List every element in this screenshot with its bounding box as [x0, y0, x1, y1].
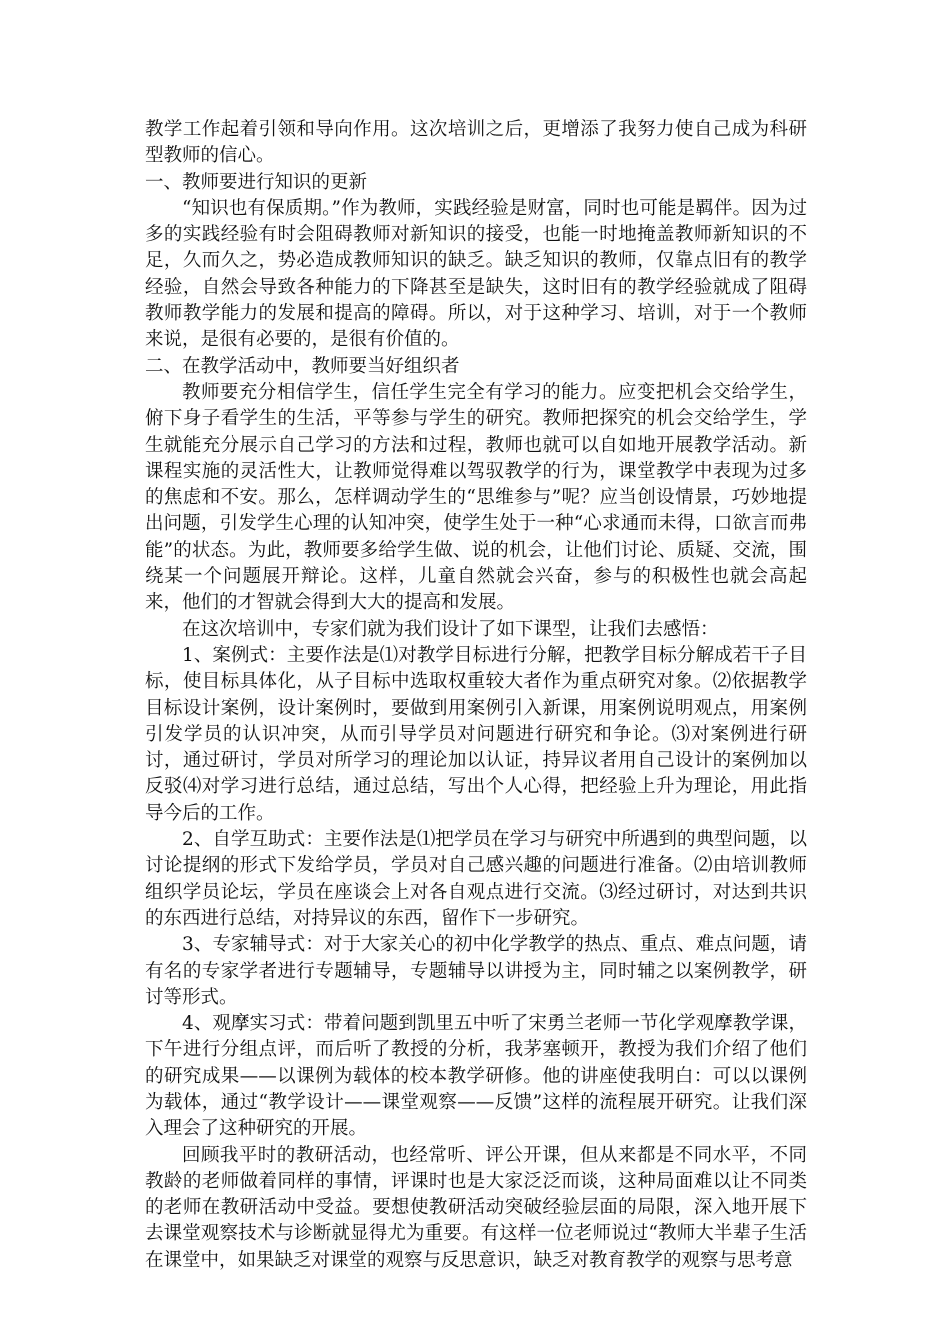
section-heading-knowledge-update: 一、教师要进行知识的更新	[145, 171, 368, 193]
paragraph-course-types-intro: 在这次培训中，专家们就为我们设计了如下课型，让我们去感悟：	[182, 618, 719, 640]
list-item-case-method: 1、案例式：主要作法是⑴对教学目标进行分解，把教学目标分解成若干子目标，使目标具体化，从子目标中选取权重较大者作为重点研究对象。⑵依据教学目标设计案例，设计案例时，要做到用案例引入新课，用案例说明观点，用案例引发学员的认识冲突，从而引导学员对问题进行研究和争论。⑶对案例进行研讨，通过研讨，学员对所学习的理论加以认证，持异议者用自己设计的案例加以反驳⑷对学习进行总结，通过总结，写出个人心得，把经验上升为理论，用此指导今后的工作。	[145, 644, 807, 824]
paragraph-trust-students: 教师要充分相信学生，信任学生完全有学习的能力。应变把机会交给学生，俯下身子看学生的生活，平等参与学生的研究。教师把探究的机会交给学生，学生就能充分展示自己学习的方法和过程，教师也就可以自如地开展教学活动。新课程实施的灵活性大，让教师觉得难以驾驭教学的行为，课堂教学中表现为过多的焦虑和不安。那么，怎样调动学生的“思维参与”呢？应当创设情景，巧妙地提出问题，引发学生心理的认知冲突，使学生处于一种“心求通而未得，口欲言而弗能”的状态。为此，教师要多给学生做、说的机会，让他们讨论、质疑、交流，围绕某一个问题展开辩论。这样，儿童自然就会兴奋，参与的积极性也就会高起来，他们的才智就会得到大大的提高和发展。	[145, 381, 807, 614]
paragraph-knowledge-shelf-life: “知识也有保质期。”作为教师，实践经验是财富，同时也可能是羁伴。因为过多的实践经验有时会阻碍教师对新知识的接受，也能一时地掩盖教师新知识的不足，久而久之，势必造成教师知识的缺乏。缺乏知识的教师，仅靠点旧有的教学经验，自然会导致各种能力的下降甚至是缺失，这时旧有的教学经验就成了阻碍教师教学能力的发展和提高的障碍。所以，对于这种学习、培训，对于一个教师来说，是很有必要的，是很有价值的。	[145, 197, 807, 351]
intro-paragraph: 教学工作起着引领和导向作用。这次培训之后，更增添了我努力使自己成为科研型教师的信心。	[145, 119, 807, 167]
section-heading-organizer: 二、在教学活动中，教师要当好组织者	[145, 355, 460, 377]
list-item-observation-practice: 4、观摩实习式：带着问题到凯里五中听了宋勇兰老师一节化学观摩教学课，下午进行分组点评，而后听了教授的分析，我茅塞顿开，教授为我们介绍了他们的研究成果——以课例为载体的校本教学研修。他的讲座使我明白：可以以课例为载体，通过“教学设计——课堂观察——反馈”这样的流程展开研究。让我们深入理会了这种研究的开展。	[145, 1013, 807, 1140]
paragraph-reflection: 回顾我平时的教研活动，也经常听、评公开课，但从来都是不同水平，不同教龄的老师做着同样的事情，评课时也是大家泛泛而谈，这种局面难以让不同类的老师在教研活动中受益。要想使教研活动突破经验层面的局限，深入地开展下去课堂观察技术与诊断就显得尤为重要。有这样一位老师说过“教师大半辈子生活在课堂中，如果缺乏对课堂的观察与反思意识，缺乏对教育教学的观察与思考意	[145, 1144, 807, 1271]
document-page	[145, 117, 807, 1274]
list-item-self-study: 2、自学互助式：主要作法是⑴把学员在学习与研究中所遇到的典型问题，以讨论提纲的形式下发给学员，学员对自己感兴趣的问题进行准备。⑵由培训教师组织学员论坛，学员在座谈会上对各自观点进行交流。⑶经过研讨，对达到共识的东西进行总结，对持异议的东西，留作下一步研究。	[145, 829, 807, 929]
list-item-expert-guidance: 3、专家辅导式：对于大家关心的初中化学教学的热点、重点、难点问题，请有名的专家学者进行专题辅导，专题辅导以讲授为主，同时辅之以案例教学，研讨等形式。	[145, 934, 807, 1008]
